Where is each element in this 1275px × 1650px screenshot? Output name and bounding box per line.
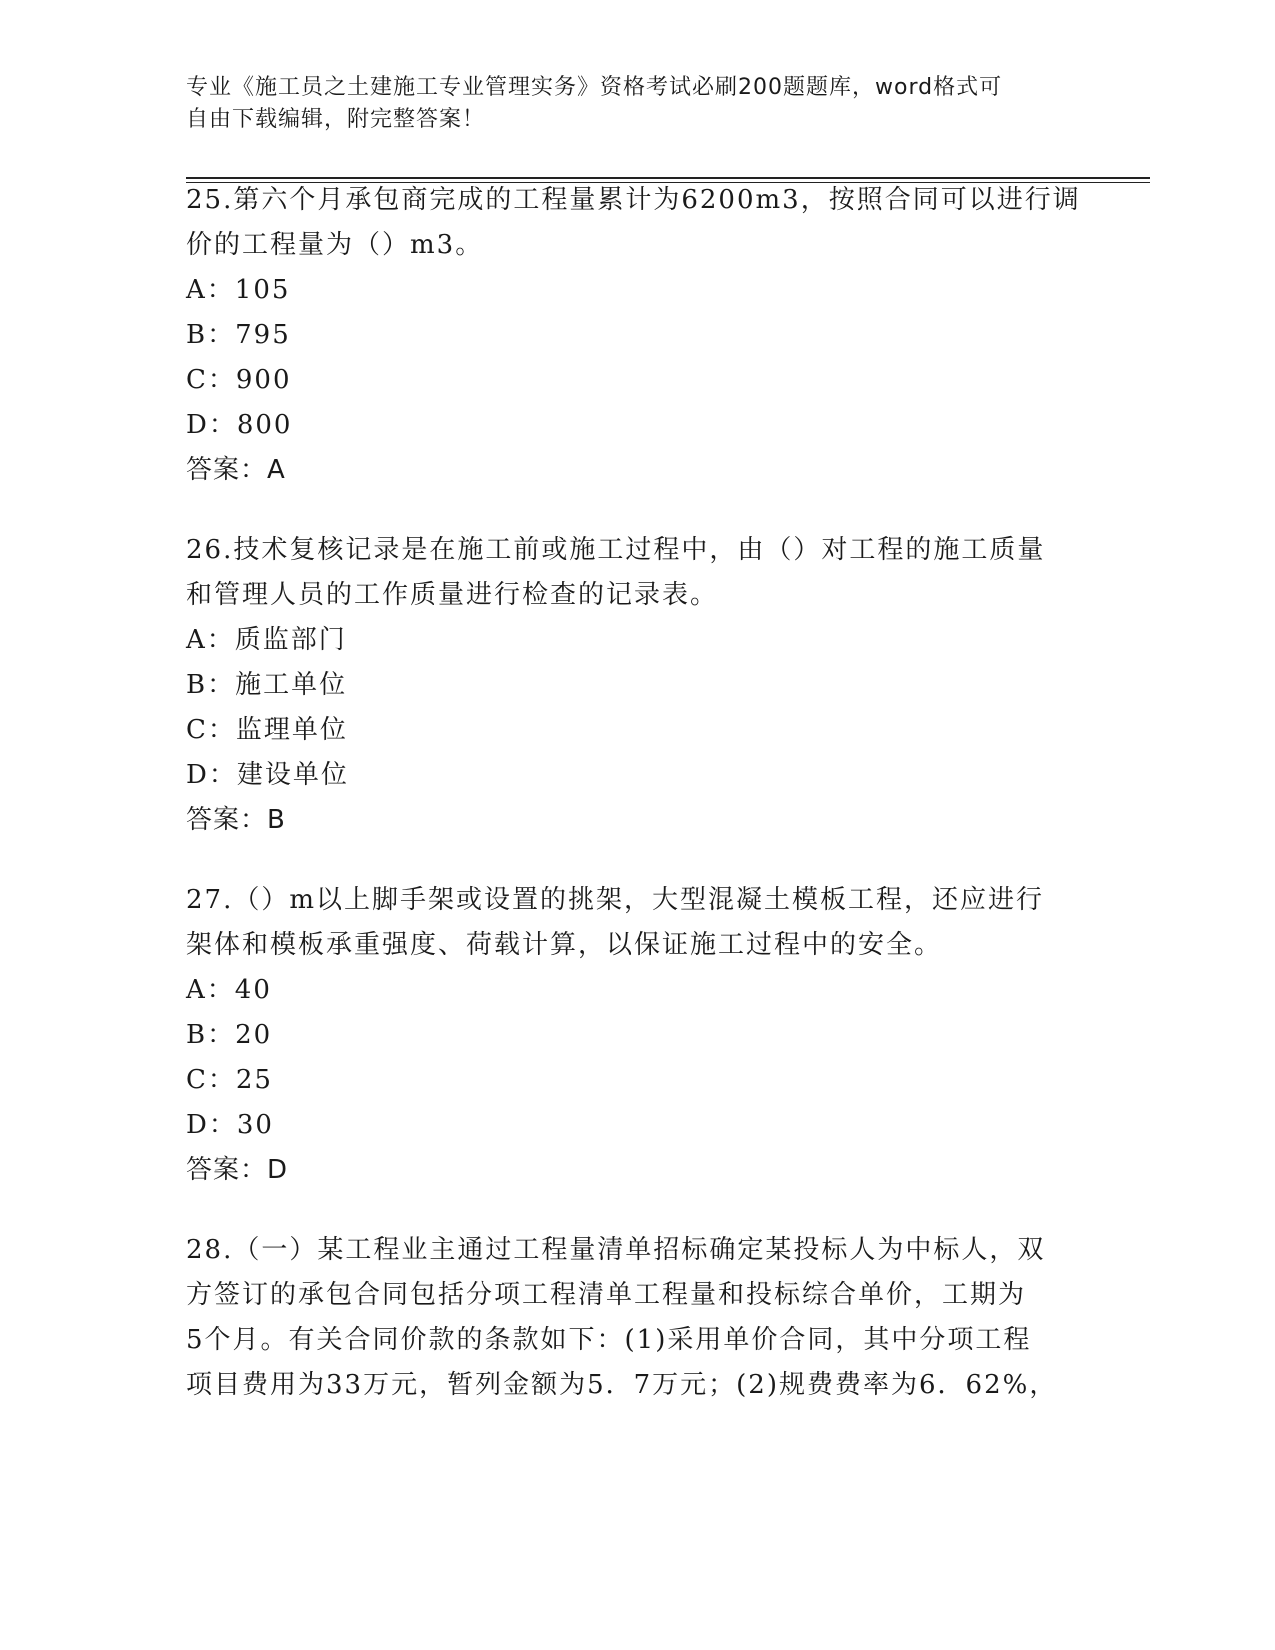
header-line-2: 自由下载编辑，附完整答案！	[186, 107, 486, 132]
option-b: B：施工单位	[186, 670, 348, 700]
question-25	[186, 178, 1086, 493]
stem-line: 28.（一）某工程业主通过工程量清单招标确定某投标人为中标人，双	[186, 1235, 1046, 1265]
stem-line: 5个月。有关合同价款的条款如下：(1)采用单价合同，其中分项工程	[186, 1325, 1032, 1355]
stem-line: 方签订的承包合同包括分项工程清单工程量和投标综合单价，工期为	[186, 1280, 1027, 1310]
option-b: B：20	[186, 1020, 273, 1050]
question-stem	[186, 878, 1086, 968]
option-d: D：30	[186, 1110, 274, 1140]
option-d: D：800	[186, 410, 293, 440]
stem-line: 和管理人员的工作质量进行检查的记录表。	[186, 580, 719, 610]
option-c: C：监理单位	[186, 715, 348, 745]
stem-line: 架体和模板承重强度、荷载计算，以保证施工过程中的安全。	[186, 930, 943, 960]
document-header	[186, 72, 1076, 136]
answer: 答案：D	[186, 1155, 289, 1185]
option-a: A：40	[186, 975, 272, 1005]
stem-line: 25.第六个月承包商完成的工程量累计为6200m3，按照合同可以进行调	[186, 185, 1081, 215]
question-stem	[186, 178, 1086, 268]
option-a: A：105	[186, 275, 291, 305]
option-c: C：25	[186, 1065, 273, 1095]
stem-line: 26.技术复核记录是在施工前或施工过程中，由（）对工程的施工质量	[186, 535, 1046, 565]
stem-line: 项目费用为33万元，暂列金额为5．7万元；(2)规费费率为6．62%，	[186, 1370, 1058, 1400]
question-stem	[186, 1228, 1086, 1408]
question-stem	[186, 528, 1086, 618]
option-c: C：900	[186, 365, 292, 395]
question-26	[186, 528, 1086, 843]
option-a: A：质监部门	[186, 625, 347, 655]
header-line-1: 专业《施工员之土建施工专业管理实务》资格考试必刷200题题库，word格式可	[186, 75, 1003, 100]
question-27	[186, 878, 1086, 1193]
answer: 答案：A	[186, 455, 286, 485]
question-28	[186, 1228, 1086, 1408]
option-b: B：795	[186, 320, 291, 350]
answer: 答案：B	[186, 805, 286, 835]
option-d: D：建设单位	[186, 760, 349, 790]
stem-line: 27.（）m以上脚手架或设置的挑架，大型混凝土模板工程，还应进行	[186, 885, 1045, 915]
stem-line: 价的工程量为（）m3。	[186, 230, 484, 260]
